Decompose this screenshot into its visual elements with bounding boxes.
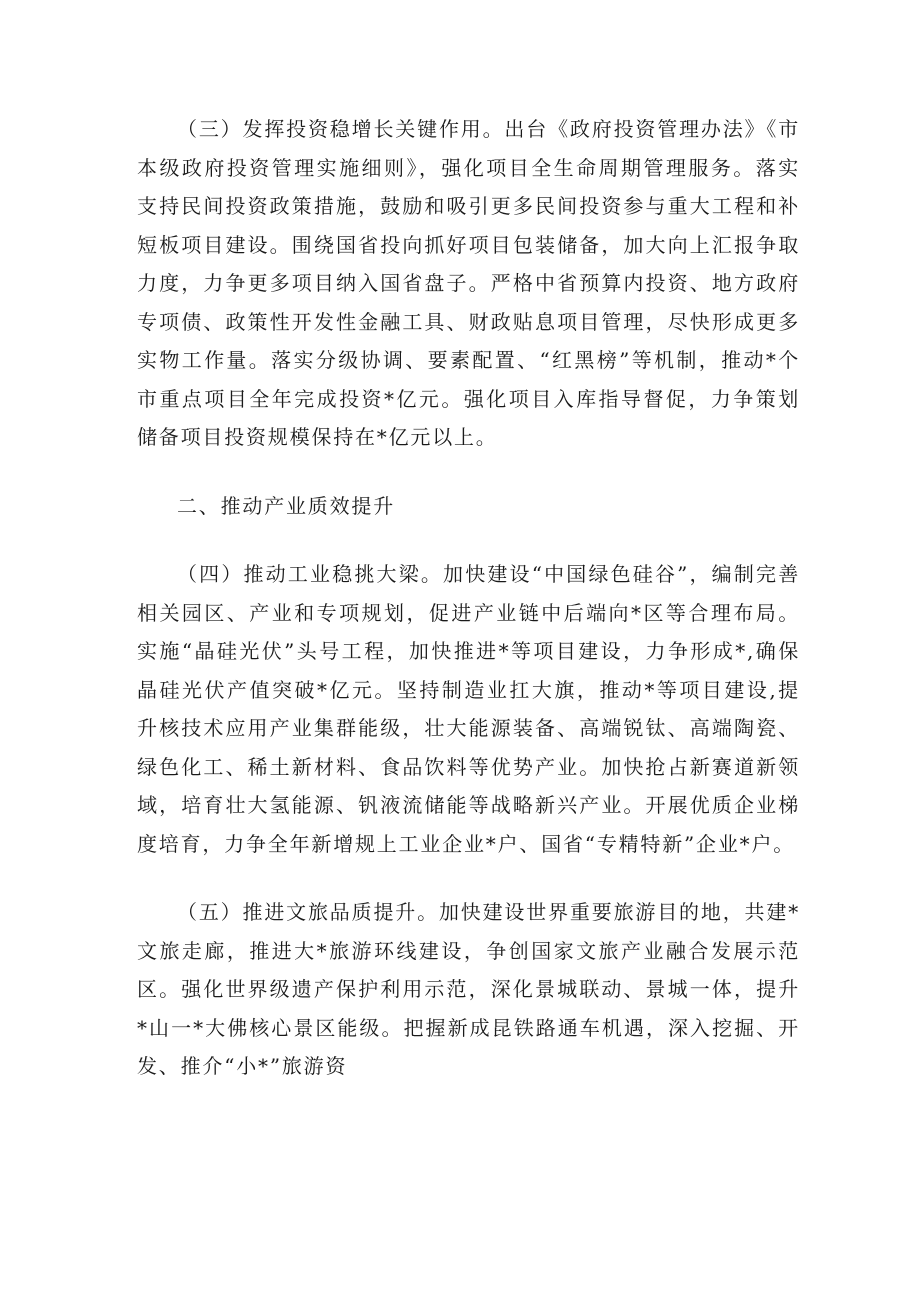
- paragraph-culture-tourism: （五）推进文旅品质提升。加快建设世界重要旅游目的地，共建*文旅走廊，推进大*旅游环线建设，争创国家文旅产业融合发展示范区。强化世界级遗产保护利用示范，深化景城联动、景城一体，提升*山一*大佛核心景区能级。把握新成昆铁路通车机遇，深入挖掘、开发、推介“小*”旅游资: [137, 900, 800, 1078]
- paragraph-industry: （四）推动工业稳挑大梁。加快建设“中国绿色硅谷”，编制完善相关园区、产业和专项规划，促进产业链中后端向*区等合理布局。实施“晶硅光伏”头号工程，加快推进*等项目建设，力争形成*,确保晶硅光伏产值突破*亿元。坚持制造业扛大旗，推动*等项目建设,提升核技术应用产业集群能级，壮大能源装备、高端锐钛、高端陶瓷、绿色化工、稀土新材料、食品饮料等优势产业。加快抢占新赛道新领域，培育壮大氢能源、钒液流储能等战略新兴产业。开展优质企业梯度培育，力争全年新增规上工业企业*户、国省“专精特新”企业*户。: [137, 562, 800, 856]
- paragraph-investment: （三）发挥投资稳增长关键作用。出台《政府投资管理办法》《市本级政府投资管理实施细则》，强化项目全生命周期管理服务。落实支持民间投资政策措施，鼓励和吸引更多民间投资参与重大工程和补短板项目建设。围绕国省投向抓好项目包装储备，加大向上汇报争取力度，力争更多项目纳入国省盘子。严格中省预算内投资、地方政府专项债、政策性开发性金融工具、财政贴息项目管理，尽快形成更多实物工作量。落实分级协调、要素配置、“红黑榜”等机制，推动*个市重点项目全年完成投资*亿元。强化项目入库指导督促，力争策划储备项目投资规模保持在*亿元以上。: [137, 117, 800, 449]
- section-heading-industry: 二、推动产业质效提升: [177, 493, 395, 518]
- paragraph-gap: [137, 863, 800, 893]
- paragraph-gap: [137, 525, 800, 555]
- paragraph-gap: [137, 457, 800, 487]
